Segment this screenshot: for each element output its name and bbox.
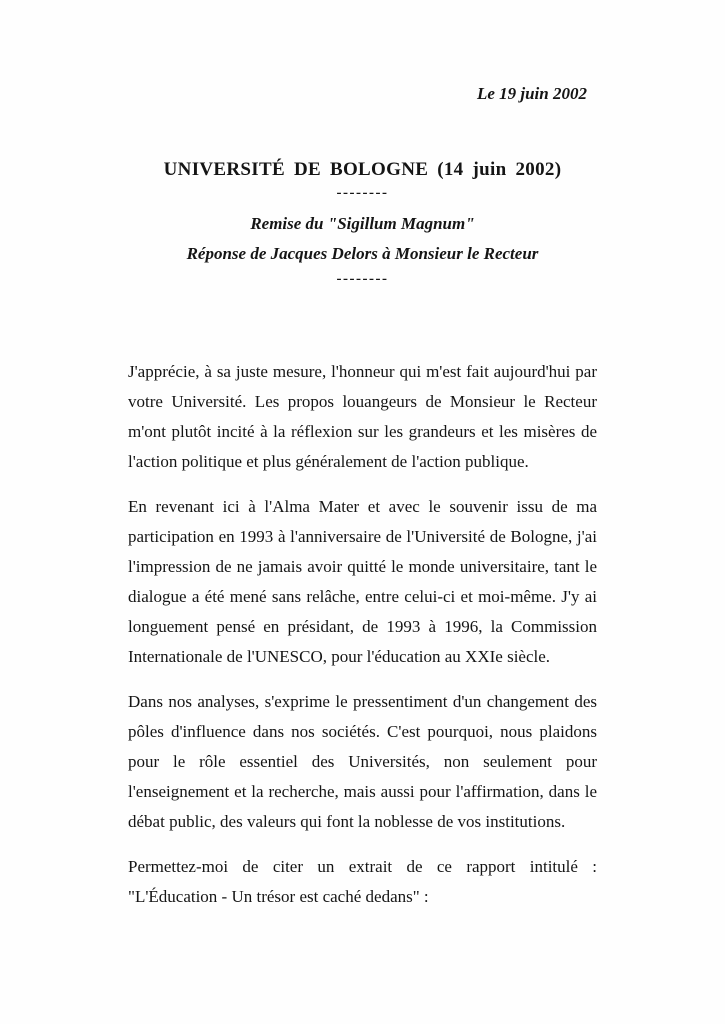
paragraph-appreciation: J'apprécie, à sa juste mesure, l'honneur qui m'est fait aujourd'hui par votre Université. Les propos louangeurs de Monsieur le Recteur m'ont plutôt incité à la réflexion sur les grandeurs et les misères de l'action politique et plus généralement de l'action publique. bbox=[128, 362, 597, 471]
document-title: UNIVERSITÉ DE BOLOGNE (14 juin 2002) bbox=[163, 159, 562, 180]
separator-bottom: -------- bbox=[336, 271, 389, 287]
subtitle-reponse: Réponse de Jacques Delors à Monsieur le Recteur bbox=[186, 244, 539, 263]
document-body bbox=[0, 357, 725, 912]
date-line: Le 19 juin 2002 bbox=[476, 84, 587, 103]
separator-top: -------- bbox=[336, 185, 389, 201]
paragraph-analyses: Dans nos analyses, s'exprime le pressentiment d'un changement des pôles d'influence dans nos sociétés. C'est pourquoi, nous plaidons pour le rôle essentiel des Universités, non seulement pour l'enseignement et la recherche, mais aussi pour l'affirmation, dans le débat public, des valeurs qui font la noblesse de vos institutions. bbox=[128, 692, 597, 831]
paragraph-alma-mater: En revenant ici à l'Alma Mater et avec le souvenir issu de ma participation en 1993 à l'anniversaire de l'Université de Bologne, j'ai l'impression de ne jamais avoir quitté le monde universitaire, tant le dialogue a été mené sans relâche, entre celui-ci et moi-même. J'y ai longuement pensé en présidant, de 1993 à 1996, la Commission Internationale de l'UNESCO, pour l'éducation au XXIe siècle. bbox=[128, 497, 597, 666]
subtitle-remise: Remise du "Sigillum Magnum" bbox=[250, 214, 475, 233]
paragraph-citation-intro: Permettez-moi de citer un extrait de ce rapport intitulé : "L'Éducation - Un trésor est caché dedans" : bbox=[128, 857, 597, 906]
